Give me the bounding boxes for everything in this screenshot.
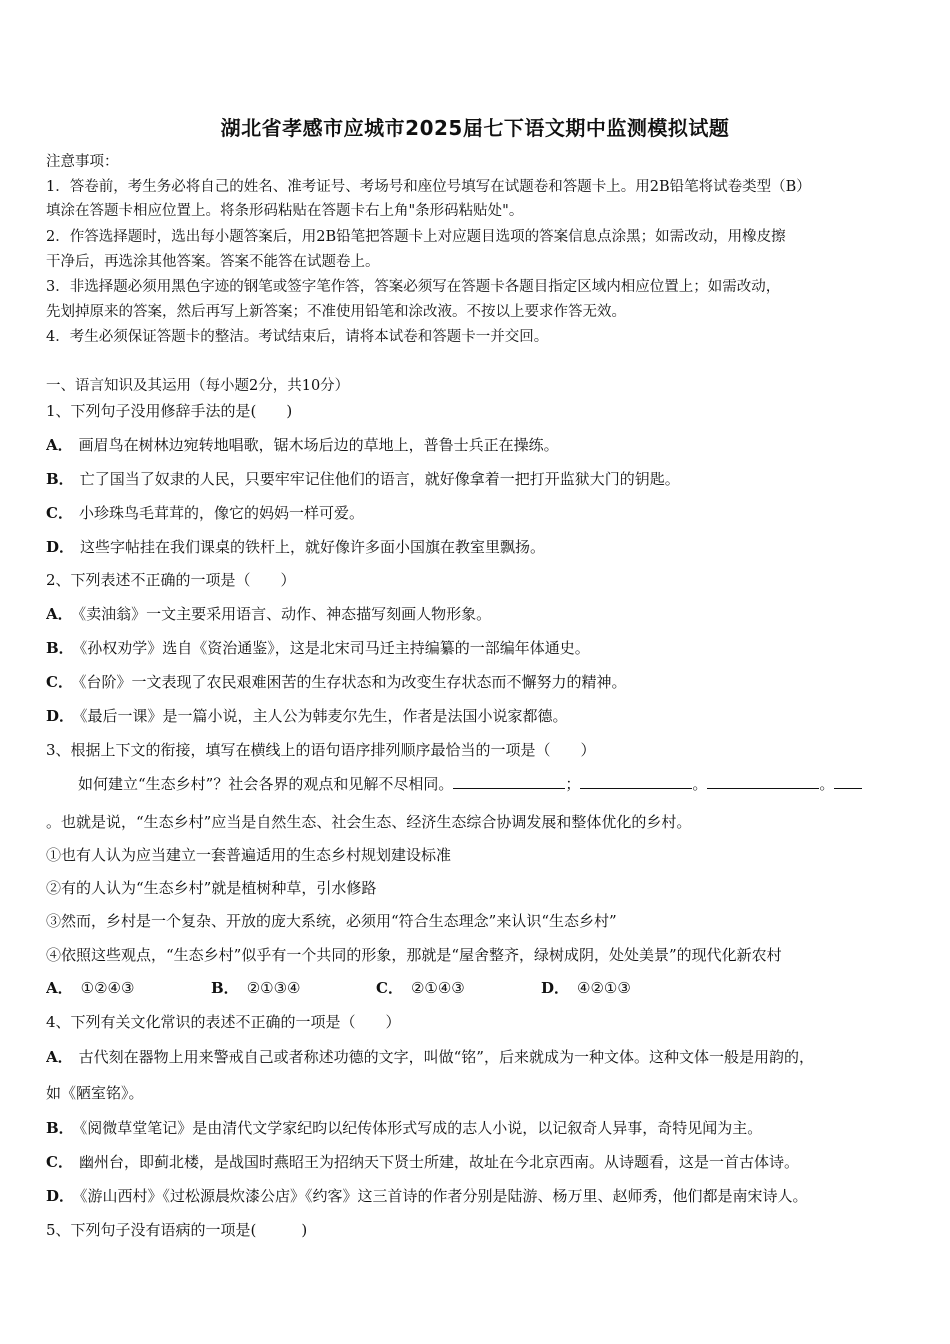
section-heading: 一、语言知识及其运用（每小题2分，共10分） [46, 378, 350, 394]
sentence-item: ①也有人认为应当建立一套普遍适用的生态乡村规划建设标准 [46, 846, 452, 864]
answer-blank [707, 774, 819, 789]
choice-d [541, 978, 706, 998]
option-text: 《台阶》一文表现了农民艰难困苦的生存状态和为改变生存状态而不懈努力的精神。 [78, 673, 627, 691]
option-b [46, 469, 916, 489]
option-c [46, 1152, 916, 1172]
notice-line: 干净后，再选涂其他答案。答案不能答在试题卷上。 [46, 254, 380, 270]
option-text: 亡了国当了奴隶的人民，只要牢牢记住他们的语言，就好像拿着一把打开监狱大门的钥匙。 [79, 470, 680, 488]
sentence-item: ④依照这些观点，“生态乡村”似乎有一个共同的形象，那就是“屋舍整齐，绿树成阴，处处美景”的现代化新农村 [46, 946, 782, 964]
option-text: 这些字帖挂在我们课桌的铁杆上，就好像许多面小国旗在教室里飘扬。 [80, 538, 546, 556]
notice-line: 1．答卷前，考生务必将自己的姓名、准考证号、考场号和座位号填写在试题卷和答题卡上。用2B铅笔将试卷类型（B） [46, 179, 811, 195]
option-b [46, 1118, 916, 1138]
question-3-stem: 3、根据上下文的衔接，填写在横线上的语句语序排列顺序最恰当的一项是（ ） [46, 741, 596, 759]
option-b [46, 638, 916, 658]
choice-text: ①②④③ [80, 979, 135, 997]
blank-separator: 。 [819, 775, 835, 793]
choice-c [376, 978, 541, 998]
option-a [46, 435, 916, 455]
option-d [46, 706, 916, 726]
notice-line: 3．非选择题必须用黑色字迹的钢笔或签字笔作答，答案必须写在答题卡各题目指定区域内相应位置上；如需改动， [46, 279, 781, 295]
passage-line [78, 774, 908, 794]
option-label: B． [46, 470, 74, 488]
option-label: A． [46, 605, 73, 623]
option-label: B． [46, 639, 74, 657]
choice-b [211, 978, 376, 998]
option-text: 《孙权劝学》选自《资治通鉴》，这是北宋司马迁主持编纂的一部编年体通史。 [79, 639, 590, 657]
answer-blank [580, 774, 692, 789]
notice-line: 4．考生必须保证答题卡的整洁。考试结束后，请将本试卷和答题卡一并交回。 [46, 329, 549, 345]
blank-separator: 。 [692, 775, 708, 793]
option-d [46, 537, 916, 557]
choice-label: B． [211, 979, 239, 997]
option-label: C． [46, 504, 73, 522]
question-4-stem: 4、下列有关文化常识的表述不正确的一项是（ ） [46, 1013, 401, 1031]
answer-blank [453, 774, 565, 789]
choice-label: C． [376, 979, 403, 997]
option-label: B． [46, 1119, 74, 1137]
option-text: 《阅微草堂笔记》是由清代文学家纪昀以纪传体形式写成的志人小说，以记叙奇人异事，奇特见闻为主。 [79, 1119, 763, 1137]
choice-text: ②①④③ [410, 979, 465, 997]
choice-label: D． [541, 979, 570, 997]
notice-line: 2．作答选择题时，选出每小题答案后，用2B铅笔把答题卡上对应题目选项的答案信息点涂黑；如需改动，用橡皮擦 [46, 229, 786, 245]
option-a [46, 604, 916, 624]
choice-a [46, 978, 211, 998]
option-text: 《游山西村》《过松源晨炊漆公店》《约客》这三首诗的作者分别是陆游、杨万里、赵师秀，他们都是南宋诗人。 [80, 1187, 808, 1205]
option-text: 《最后一课》是一篇小说，主人公为韩麦尔先生，作者是法国小说家都德。 [80, 707, 568, 725]
option-text: 小珍珠鸟毛茸茸的，像它的妈妈一样可爱。 [78, 504, 364, 522]
choice-text: ②①③④ [246, 979, 301, 997]
choice-label: A． [46, 979, 73, 997]
option-text: 幽州台，即蓟北楼，是战国时燕昭王为招纳天下贤士所建，故址在今北京西南。从诗题看，这是一首古体诗。 [78, 1153, 799, 1171]
option-label: C． [46, 673, 73, 691]
option-c [46, 503, 916, 523]
option-a [46, 1047, 916, 1067]
choice-text: ④②①③ [577, 979, 631, 997]
choice-row [46, 978, 916, 998]
notice-heading: 注意事项： [46, 154, 119, 170]
blank-separator: ； [565, 775, 581, 793]
passage-end: 。也就是说，“生态乡村”应当是自然生态、社会生态、经济生态综合协调发展和整体优化的乡村。 [46, 813, 692, 831]
page-title: 湖北省孝感市应城市2025届七下语文期中监测模拟试题 [220, 116, 730, 140]
notice-line: 先划掉原来的答案，然后再写上新答案；不准使用铅笔和涂改液。不按以上要求作答无效。 [46, 304, 626, 320]
option-text: 《卖油翁》一文主要采用语言、动作、神态描写刻画人物形象。 [78, 605, 492, 623]
option-d [46, 1186, 916, 1206]
option-text: 古代刻在器物上用来警戒自己或者称述功德的文字，叫做“铭”，后来就成为一种文体。这种文体一般是用韵的， [78, 1048, 814, 1066]
option-a-continued: 如《陋室铭》。 [46, 1084, 144, 1102]
option-label: D． [46, 707, 75, 725]
sentence-item: ③然而，乡村是一个复杂、开放的庞大系统，必须用“符合生态理念”来认识“生态乡村” [46, 912, 617, 930]
passage-start: 如何建立“生态乡村”？社会各界的观点和见解不尽相同。 [78, 775, 454, 793]
answer-blank [834, 774, 862, 789]
question-2-stem: 2、下列表述不正确的一项是（ ） [46, 571, 296, 589]
notice-line: 填涂在答题卡相应位置上。将条形码粘贴在答题卡右上角"条形码粘贴处"。 [46, 203, 524, 219]
option-c [46, 672, 916, 692]
option-label: A． [46, 1048, 73, 1066]
option-label: A． [46, 436, 73, 454]
option-label: D． [46, 538, 75, 556]
option-label: D． [46, 1187, 75, 1205]
question-5-stem: 5、下列句子没有语病的一项是( ) [46, 1221, 308, 1239]
sentence-item: ②有的人认为“生态乡村”就是植树种草，引水修路 [46, 879, 377, 897]
option-label: C． [46, 1153, 73, 1171]
question-1-stem: 1、下列句子没用修辞手法的是( ) [46, 402, 293, 420]
option-text: 画眉鸟在树林边宛转地唱歌，锯木场后边的草地上，普鲁士兵正在操练。 [78, 436, 559, 454]
